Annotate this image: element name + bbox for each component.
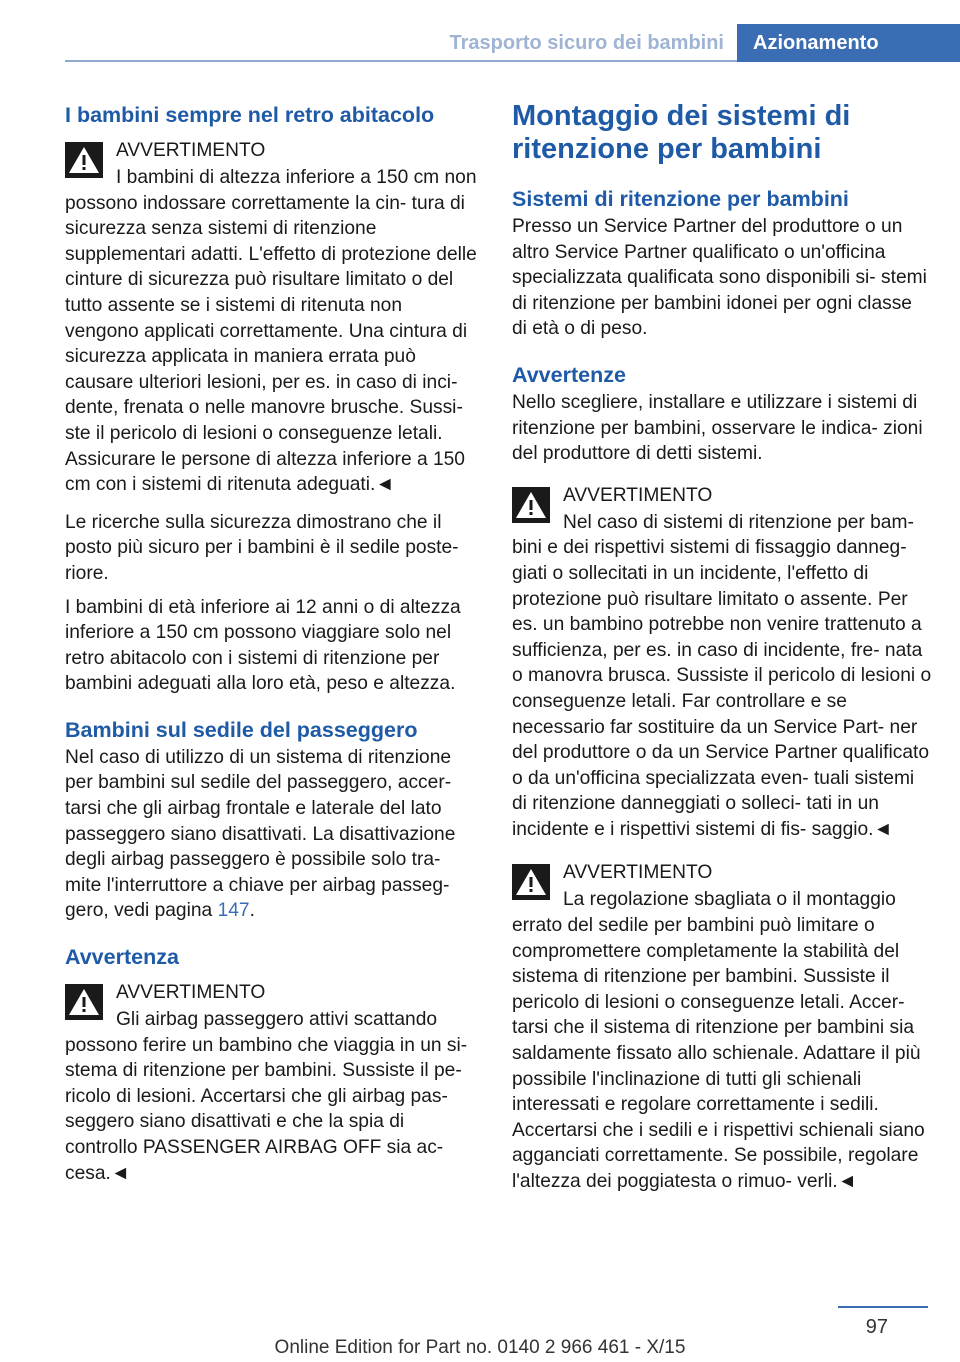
- right-column: [512, 100, 932, 1195]
- header-rule: [65, 60, 737, 62]
- heading-retro-abitacolo: I bambini sempre nel retro abitacolo: [65, 103, 435, 127]
- warning-text: La regolazione sbagliata o il montaggio errato del sedile per bambini può limitare o compromettere completamente la stabilità del sistema di ritenzione per bambini. Sussiste il pericolo di lesioni o conseguenze letali. Accer- tarsi che il sistema di ritenzione per bambini sia saldamente fissato allo schienale. Adattare il più possibile l'inclinazione di tutti gli schienali interessati e regolare correttamente i sedili. Accertarsi che i sedili e i rispettivi schienali siano agganciati correttamente. Se possibile, regolare l'altezza dei poggiatesta o rimuo- verli.◄: [512, 889, 925, 1192]
- header-section-title: Trasporto sicuro dei bambini: [449, 32, 724, 54]
- warning-text: I bambini di altezza inferiore a 150 cm non possono indossare correttamente la cin- tura di sicurezza senza sistemi di ritenzione supplementari adatti. L'effetto di protezione delle cinture di sicurezza può risultare limitato o del tutto assente se i sistemi di ritenuta non vengono applicati correttamente. Una cintura di sicurezza applicata in maniera errata può causare ulteriori lesioni, per es. in caso di inci- dente, frenata o nelle manovre brusche. Sussi- ste il pericolo di lesioni o conseguenze letali. Assicurare le persone di altezza inferiore a 150 cm con i sistemi di ritenuta adeguati.◄: [65, 167, 477, 496]
- paragraph-end: .: [249, 900, 255, 922]
- heading-passenger-seat: Bambini sul sedile del passeggero: [65, 717, 418, 742]
- page-title: Montaggio dei sistemi di ritenzione per bambini: [512, 100, 851, 165]
- warning-title: AVVERTIMENTO: [563, 862, 713, 884]
- page-link[interactable]: 147: [217, 900, 250, 922]
- heading-avvertenze: Avvertenze: [512, 362, 626, 387]
- warning-title: AVVERTIMENTO: [116, 982, 266, 1004]
- paragraph: I bambini di età inferiore ai 12 anni o di altezza inferiore a 150 cm possono viaggiare solo nel retro abitacolo con i sistemi di ritenzione per bambini adeguati alla loro età, peso e altezza.: [65, 596, 461, 695]
- warning-block: [512, 858, 932, 1194]
- page-number: 97: [865, 1316, 888, 1338]
- warning-block: [65, 978, 480, 1186]
- paragraph: Le ricerche sulla sicurezza dimostrano che il posto più sicuro per i bambini è il sedile poste- riore.: [65, 511, 459, 584]
- left-column: [65, 100, 480, 1186]
- warning-icon: [512, 864, 550, 900]
- warning-text: Gli airbag passeggero attivi scattando possono ferire un bambino che viaggia in un si- stema di ritenzione per bambini. Sussiste il pe- ricolo di lesioni. Accertarsi che gli airbag pas- seggero siano disattivati e che la spia di controllo PASSENGER AIRBAG OFF sia ac- cesa.◄: [65, 1009, 468, 1184]
- paragraph: Nello scegliere, installare e utilizzare i sistemi di ritenzione per bambini, osservare le indica- zioni del produttore di detti sistemi.: [512, 391, 923, 465]
- heading-avvertenza: Avvertenza: [65, 945, 179, 970]
- page-header: [0, 24, 960, 62]
- warning-title: AVVERTIMENTO: [116, 140, 266, 161]
- warning-block: [65, 136, 480, 498]
- footer-edition: Online Edition for Part no. 0140 2 966 461 - X/15: [274, 1337, 686, 1358]
- footer-rule: [838, 1306, 928, 1308]
- warning-icon: [512, 487, 550, 523]
- header-chapter-tab: Azionamento: [737, 24, 960, 62]
- paragraph: Presso un Service Partner del produttore o un altro Service Partner qualificato o un'officina specializzata qualificata sono disponibili si- stemi di ritenzione per bambini idonei per ogni classe di età o di peso.: [512, 216, 927, 340]
- warning-title: AVVERTIMENTO: [563, 484, 713, 506]
- paragraph-passenger: [65, 745, 480, 924]
- warning-text: Nel caso di sistemi di ritenzione per bam- bini e dei rispettivi sistemi di fissaggio danneg- giati o sollecitati in un incidente, l'effetto di protezione può risultare limitato o assente. Per es. un bambino potrebbe non venire trattenuto a sufficienza, per es. in caso di incidente, fre- nata o manovra brusca. Sussiste il pericolo di lesioni o conseguenze letali. Far controllare e se necessario far sostituire da un Service Part- ner del produttore o da un Service Partner qualificato o da un'officina specializzata even- tuali sistemi di ritenzione danneggiati o solleci- tati in un incidente e i rispettivi sistemi di fis- saggio.◄: [512, 511, 932, 840]
- paragraph-text: Nel caso di utilizzo di un sistema di ritenzione per bambini sul sedile del passeggero, accer- tarsi che gli airbag frontale e laterale del lato passeggero siano disattivati. La disattivazione degli airbag passeggero è possibile solo tra- mite l'interruttore a chiave per airbag passeg- gero, vedi pagina: [65, 746, 456, 922]
- warning-icon: [65, 142, 103, 178]
- warning-icon: [65, 984, 103, 1020]
- warning-block: [512, 481, 932, 843]
- heading-sistemi: Sistemi di ritenzione per bambini: [512, 187, 849, 211]
